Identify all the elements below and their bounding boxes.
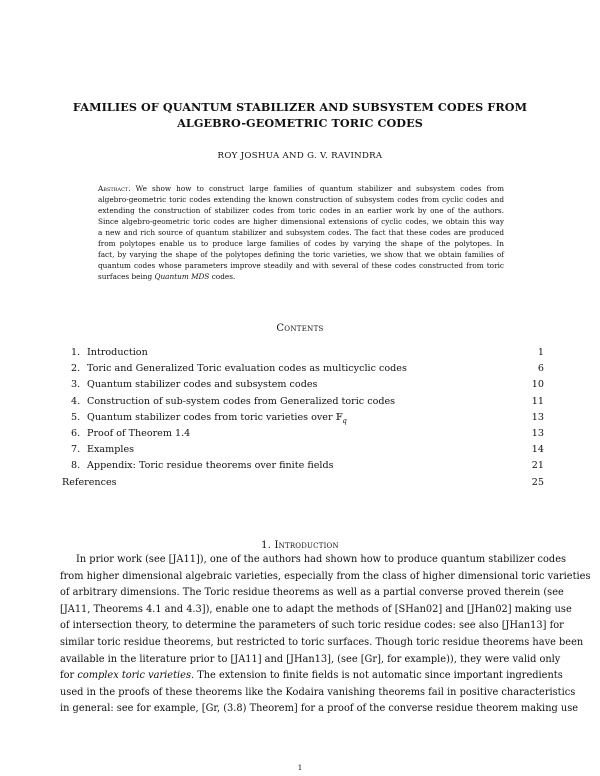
abstract-line: We show how to construct large families of quantum stabilizer and subsystem codes from xyxy=(130,184,504,193)
body-line: used in the proofs of these theorems like the Kodaira vanishing theorems fail in positive characteristics xyxy=(60,686,576,698)
toc-entry[interactable]: 4. Construction of sub-system codes from Generalized toric codes 11 xyxy=(71,395,544,407)
page-number: 1 xyxy=(297,763,303,772)
field-subscript: q xyxy=(342,416,347,425)
abstract-line: quantum codes whose parameters improve steadily and with several of these codes constructed from toric xyxy=(98,261,504,270)
paper-title xyxy=(60,99,540,131)
body-line: available in the literature prior to [JA11] and [JHan13], (see [Gr], for example)), they were valid only xyxy=(60,653,561,665)
toc-entry[interactable]: 6. Proof of Theorem 1.4 13 xyxy=(71,427,544,439)
body-line: of intersection theory, to determine the parameters of such toric residue codes: see also [JHan13] for xyxy=(60,620,564,632)
body-line: in general: see for example, [Gr, (3.8) Theorem] for a proof of the converse residue theorem making use xyxy=(60,703,579,715)
body-line: [JA11, Theorems 4.1 and 4.3]), enable one to adapt the methods of [SHan02] and [JHan02] making use xyxy=(60,603,572,615)
title-line-1: FAMILIES OF QUANTUM STABILIZER AND SUBSYSTEM CODES FROM xyxy=(72,100,528,114)
abstract-label: Abstract. xyxy=(98,184,131,193)
toc-entry[interactable]: 2. Toric and Generalized Toric evaluation codes as multicyclic codes 6 xyxy=(71,363,544,375)
abstract-line: Since algebro-geometric toric codes are higher dimensional extensions of cyclic codes, we obtain this way xyxy=(98,217,504,226)
toc-entry-references[interactable]: References 25 xyxy=(62,476,544,488)
abstract-line: algebro-geometric toric codes extending the known construction of subsystem codes from cyclic codes and xyxy=(98,195,504,204)
authors: ROY JOSHUA AND G. V. RAVINDRA xyxy=(217,151,383,161)
toc-entry[interactable]: 5. Quantum stabilizer codes from toric varieties over 𝔽$_q$ 13 xyxy=(71,411,544,425)
toc-entry[interactable]: 7. Examples 14 xyxy=(71,444,544,456)
toc-entry[interactable]: 3. Quantum stabilizer codes and subsystem codes 10 xyxy=(71,379,544,391)
contents-heading: Contents xyxy=(276,323,324,334)
abstract-emphasis: Quantum MDS xyxy=(154,272,210,281)
abstract-line: fact, by varying the shape of the polytopes defining the toric varieties, we show that we obtain families of xyxy=(98,250,504,259)
abstract-last-line: surfaces being Quantum MDS codes. xyxy=(98,272,236,281)
body-line: from higher dimensional algebraic varieties, especially from the class of higher dimensional toric varieties xyxy=(60,570,591,582)
body-line: of arbitrary dimensions. The Toric residue theorems as well as a partial converse proved therein (see xyxy=(60,587,564,599)
abstract-line: from polytopes enable us to produce large families of codes by varying the shape of the polytopes. In xyxy=(98,239,504,248)
body-line: for complex toric varieties. The extension to finite fields is not automatic since important ingredients xyxy=(60,670,563,682)
section-heading: 1. Introduction xyxy=(261,540,339,551)
abstract-line: extending the construction of stabilizer codes from toric codes in an earlier work by one of the authors. xyxy=(98,206,504,215)
toc-entry[interactable]: 8. Appendix: Toric residue theorems over finite fields 21 xyxy=(71,460,544,472)
abstract-line: a new and rich source of quantum stabilizer and subsystem codes. The fact that these codes are produced xyxy=(98,228,504,237)
body-line: In prior work (see [JA11]), one of the authors had shown how to produce quantum stabilizer codes xyxy=(76,554,567,565)
body-emphasis: complex toric varieties xyxy=(77,670,191,682)
table-of-contents xyxy=(62,345,544,491)
introduction-body xyxy=(60,552,591,718)
abstract xyxy=(98,183,504,282)
title-line-2: ALGEBRO-GEOMETRIC TORIC CODES xyxy=(177,116,423,130)
toc-entry[interactable]: 1. Introduction 1 xyxy=(71,347,544,358)
body-line: similar toric residue theorems, but restricted to toric surfaces. Though toric residue theorems have been xyxy=(60,636,584,648)
